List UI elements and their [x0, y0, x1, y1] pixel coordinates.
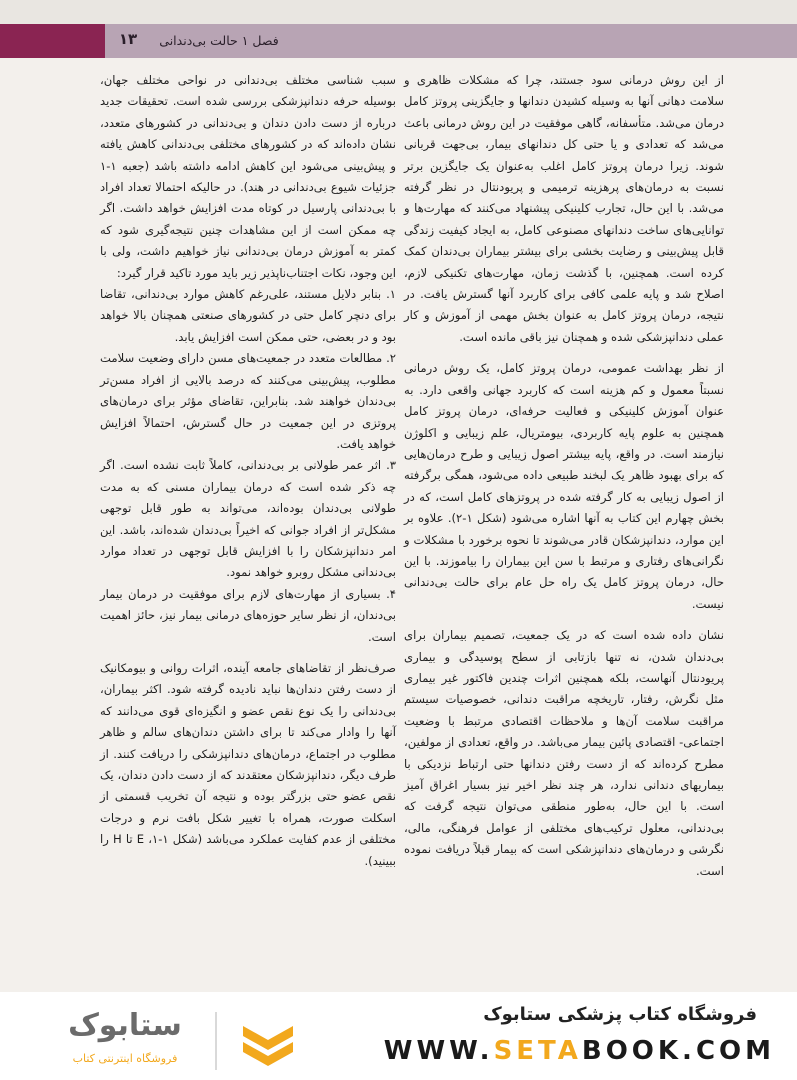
- url-prefix: WWW.: [383, 1036, 494, 1066]
- store-url[interactable]: [384, 1036, 775, 1066]
- chapter-title: فصل ۱ حالت بی‌دندانی: [159, 33, 279, 48]
- left-column: [100, 70, 396, 872]
- url-highlight: SETA: [493, 1036, 582, 1066]
- list-item: ۱. بنابر دلایل مستند، علی‌رغم کاهش موارد بی‌دندانی، تقاضا برای دنچر کامل حتی در کشورهای صنعتی همچنان بالا خواهد بود و در بعضی، حتی ممکن است افزایش یابد.: [100, 287, 396, 344]
- paragraph: سبب شناسی مختلف بی‌دندانی در نواحی مختلف جهان، بوسیله حرفه دندانپزشکی بررسی شده است. تحقیقات جدید درباره از دست دادن دندان و بی‌دندانی در کشورهای متعدد، نشان داده‌اند که در کشورهای مختلفی بی‌دندانی کاهش یافته و پیش‌بینی می‌شود این کاهش ادامه داشته باشد (جعبه ۱-۱ جزئیات شیوع بی‌دندانی در هند). در حالیکه احتمالا تعداد افراد با بی‌دندانی پارسیل در کوتاه مدت افزایش خواهد داشت. اگر چه ممکن است از این مشاهدات چنین نتیجه‌گیری شود که کمتر به آموزش درمان بی‌دندانی نیاز خواهیم داشت، ولی با این وجود، نکات اجتناب‌ناپذیر زیر باید مورد تاکید قرار گیرد:: [100, 73, 396, 280]
- list-item: ۲. مطالعات متعدد در جمعیت‌های مسن دارای وضعیت سلامت مطلوب، پیش‌بینی می‌کنند که درصد بالایی از افراد مسن‌تر بی‌دندان خواهند شد. بنابراین، تقاضای مؤثر برای درمان‌های پروتزی در این جمعیت در حال گسترش، احتمالاً افزایش خواهد یافت.: [100, 351, 396, 451]
- store-name: فروشگاه کتاب پزشکی ستابوک: [483, 1004, 757, 1025]
- page-number: ۱۳: [118, 30, 138, 48]
- list-item: ۳. اثر عمر طولانی بر بی‌دندانی، کاملاً ثابت نشده است. اگر چه ذکر شده است که درمان بیماران مسنی که به مدت طولانی بی‌دندان بوده‌اند، می‌تواند به طور قابل توجهی مشکل‌تر از افراد جوانی که اخیراً بی‌دندان شده‌اند، باشد. این امر دندانپزشکان را با افزایش قابل توجهی در تعداد موارد بی‌دندانی مشکل روبرو خواهد نمود.: [100, 458, 396, 580]
- paragraph: از این روش درمانی سود جستند، چرا که مشکلات ظاهری و سلامت دهانی آنها به وسیله کشیدن دندانها و جایگزینی پروتز کامل درمان می‌شد. متأسفانه، گاهی موفقیت در این روش درمانی باعث می‌شد که تعدادی و یا حتی کل دندانهای بیمار، بی‌جهت قربانی شوند. زیرا درمان پروتز کامل اغلب به‌عنوان یک جایگزین برتر نسبت به درمان‌های پرهزینه ترمیمی و پریودنتال در نظر گرفته می‌شد. با این حال، تجارب کلینیکی پیشنهاد می‌کنند که مهارت‌ها و توانایی‌های ساخت دندانهای مصنوعی کامل، به ایجاد کیفیت زندگی قابل پیش‌بینی و رضایت بخشی برای بیشتر بیماران بی‌دندان کمک کرده است. همچنین، با گذشت زمان، مهارت‌های تکنیکی لازم، اصلاح شد و پایه علمی کافی برای کاربرد آنها گسترش یافت. در نتیجه، درمان پروتز کامل به عنوان بخش مهمی از آموزش و کار عملی دندانپزشکی شده و همچنان نیز باقی مانده است.: [404, 73, 724, 344]
- logo-divider: [215, 1012, 217, 1070]
- header-accent-block: [0, 24, 105, 58]
- paragraph: نشان داده شده است که در یک جمعیت، تصمیم بیماران برای بی‌دندان شدن، نه تنها بازتابی از سطح پوسیدگی و بیماری پریودنتال آنهاست، بلکه همچنین اثرات چندین فاکتور غیر بیماری مثل نگرش، رفتار، تاریخچه مراقبت دندانی، خصوصیات سیستم مراقبت سلامت آن‌ها و ملاحظات اقتصادی مرتبط با وضعیت اجتماعی- اقتصادی پائین بیمار می‌باشد. در واقع، تعدادی از مولفین، مطرح کرده‌اند که از دست رفتن دندانها حتی ارتباط نزدیکی با بیماریهای دندانی ندارد، هر چند نظر اخیر نیز بسیار اغراق آمیز است. با این حال، به‌طور منطقی می‌توان نتیجه گرفت که بی‌دندانی، معلول ترکیب‌های مختلفی از عوامل فرهنگی، مالی، نگرشی و درمان‌های دندانپزشکی است که بیمار قبلاً دریافت نموده است.: [404, 628, 724, 878]
- logo-wordmark: ستابوک: [68, 1008, 182, 1043]
- list-item: ۴. بسیاری از مهارت‌های لازم برای موفقیت در درمان بیمار بی‌دندان، از نظر سایر حوزه‌های درمانی بیمار نیز، حائز اهمیت است.: [100, 586, 396, 644]
- right-column: [404, 70, 724, 882]
- book-logo-icon: [238, 1018, 298, 1068]
- logo-subtitle: فروشگاه اینترنتی کتاب: [72, 1052, 178, 1065]
- paragraph: صرف‌نظر از تقاضاهای جامعه آینده، اثرات روانی و بیومکانیک از دست رفتن دندان‌ها نباید نادیده گرفته شود. اکثر بیماران، بی‌دندانی را یک نوع نقص عضو و انگیزه‌ای قوی می‌دانند که آنها را وادار می‌کند تا برای داشتن دندان‌های سالم و ظاهر مطلوب در اجتماع، درمان‌های دندانپزشکی را دریافت کنند. از طرف دیگر، دندانپزشکان معتقدند که از دست دادن دندان، یک نقص عضو حتی بزرگتر بوده و نتیجه آن تخریب قسمتی از اسکلت صورت، همراه با تغییر شکل بافت نرم و درجات مختلفی از عدم کفایت عملکرد می‌باشد (شکل ۱-۱، E تا H را ببینید).: [100, 660, 396, 868]
- url-suffix: BOOK.COM: [581, 1036, 775, 1066]
- paragraph: از نظر بهداشت عمومی، درمان پروتز کامل، یک روش درمانی نسبتاً معمول و کم هزینه است که کاربرد جهانی واقعی دارد. به عنوان آموزش کلینیکی و فعالیت حرفه‌ای، درمان پروتز کامل همچنین به علوم پایه کاربردی، بیومتریال، علم زیبایی و اکلوژن نیازمند است. در واقع، پایه بیشتر اصول زیبایی و طرح درمان‌هایی که برای بهبود ظاهر یک لبخند طبیعی داده می‌شود، همگی برگرفته از اصول زیبایی به کار گرفته شده در پروتزهای کامل است، که در بخش چهارم این کتاب به آنها اشاره می‌شود (شکل ۱-۲). علاوه بر این موارد، دندانپزشکان قادر می‌شوند تا نحوه برخورد با مشکلات و نگرانی‌های رفتاری و مرتبط با سن این بیماران را بیاموزند. با این حال، درمان پروتز کامل یک راه حل عام برای حالت بی‌دندانی نیست.: [404, 361, 724, 611]
